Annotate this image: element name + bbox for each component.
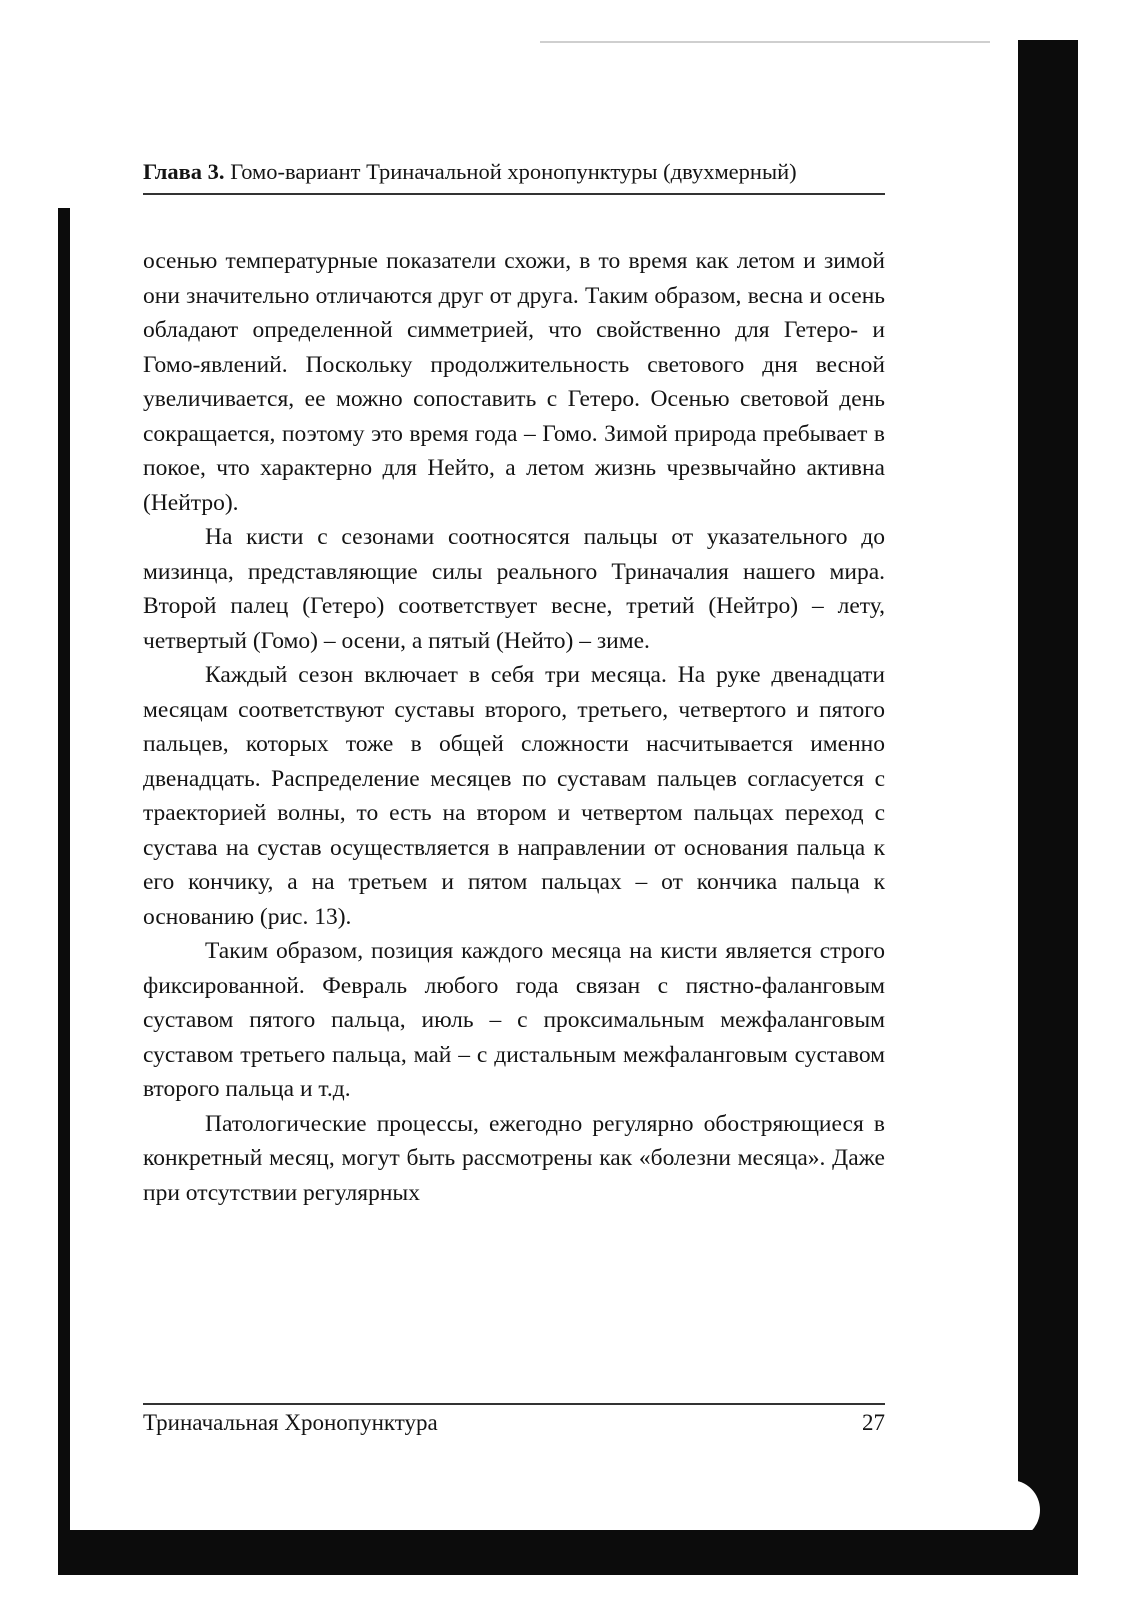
paragraph-2: На кисти с сезонами соотносятся пальцы от указательного до мизинца, представляющие силы реального Триначалия нашего мира. Второй палец (Гетеро) соответствует весне, третий (Нейтро) – лету, четвертый (Гомо) – осени, а пятый (Нейто) – зиме. <box>143 524 885 654</box>
paragraph-5: Патологические процессы, ежегодно регулярно обостряющиеся в конкретный месяц, могут быть рассмотрены как «болезни месяца». Даже при отсутствии регулярных <box>143 1110 885 1206</box>
footer-rule <box>143 1403 885 1405</box>
chapter-label: Глава 3. <box>143 159 225 184</box>
scan-artifact-top-line <box>540 41 990 43</box>
header-rule <box>143 193 885 195</box>
chapter-title: Гомо-вариант Триначальной хронопунктуры (двухмерный) <box>230 159 797 184</box>
scan-shadow-bottom-edge <box>58 1530 1078 1575</box>
paragraph-3: Каждый сезон включает в себя три месяца. На руке двенадцати месяцам соответствуют суставы второго, третьего, четвертого и пятого пальцев, которых тоже в общей сложности насчитывается именно двенадцать. Распределение месяцев по суставам пальцев согласуется с траекторией волны, то есть на втором и четвертом пальцах переход с сустава на сустав осуществляется в направлении от основания пальца к его кончику, а на третьем и пятом пальцах – от кончика пальца к основанию (рис. 13). <box>143 662 885 930</box>
scan-shadow-right-edge <box>1018 40 1078 1575</box>
footer-book-title: Триначальная Хронопунктура <box>143 1410 438 1435</box>
running-header <box>143 158 885 186</box>
scan-shadow-left-edge <box>58 208 70 1538</box>
paragraph-4: Таким образом, позиция каждого месяца на кисти является строго фиксированной. Февраль любого года связан с пястно-фаланговым суставом пятого пальца, июль – с проксимальным межфаланговым суставом третьего пальца, май – с дистальным межфаланговым суставом второго пальца и т.д. <box>143 938 885 1102</box>
paragraph-1: осенью температурные показатели схожи, в то время как летом и зимой они значительно отличаются друг от друга. Таким образом, весна и осень обладают определенной симметрией, что свойственно для Гетеро- и Гомо-явлений. Поскольку продолжительность светового дня весной увеличивается, ее можно сопоставить с Гетеро. Осенью световой день сокращается, поэтому это время года – Гомо. Зимой природа пребывает в покое, что характерно для Нейто, а летом жизнь чрезвычайно активна (Нейтро). <box>143 248 885 516</box>
page-number: 27 <box>862 1410 885 1435</box>
body-text <box>143 244 885 1210</box>
